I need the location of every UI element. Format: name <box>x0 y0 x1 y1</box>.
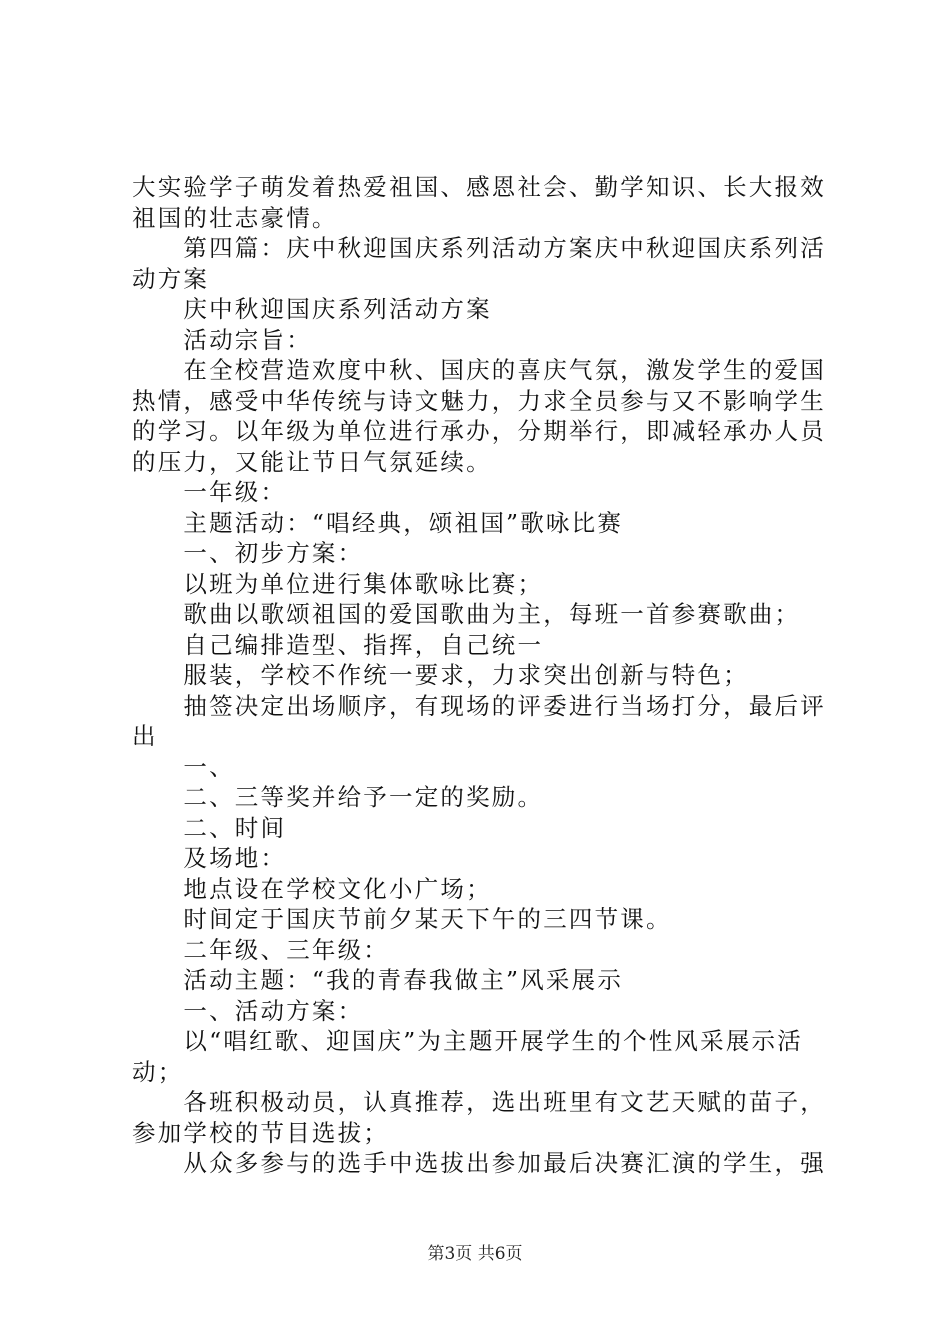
text-line: 抽签决定出场顺序，有现场的评委进行当场打分，最后评 <box>132 691 826 720</box>
text-line: 主题活动：“唱经典，颂祖国”歌咏比赛 <box>132 508 624 537</box>
document-body <box>132 172 832 1179</box>
text-line: 动； <box>132 1057 184 1086</box>
text-line: 歌曲以歌颂祖国的爱国歌曲为主，每班一首参赛歌曲； <box>132 600 801 628</box>
text-line: 以班为单位进行集体歌咏比赛； <box>132 569 544 598</box>
text-line: 各班积极动员，认真推荐，选出班里有文艺天赋的苗子， <box>132 1088 826 1116</box>
text-line: 的压力，又能让节日气氛延续。 <box>132 447 492 476</box>
text-line: 在全校营造欢度中秋、国庆的喜庆气氛，激发学生的爱国 <box>132 356 826 384</box>
text-line: 出 <box>132 722 158 750</box>
text-line: 地点设在学校文化小广场； <box>132 874 492 903</box>
text-line: 一、 <box>132 752 235 781</box>
text-line: 祖国的壮志豪情。 <box>132 203 338 232</box>
text-line: 二年级、三年级： <box>132 935 389 964</box>
text-line: 以“唱红歌、迎国庆”为主题开展学生的个性风采展示活 <box>132 1027 803 1055</box>
text-line: 动方案 <box>132 264 210 293</box>
text-line: 时间定于国庆节前夕某天下午的三四节课。 <box>132 905 672 933</box>
text-line: 服装，学校不作统一要求，力求突出创新与特色； <box>132 661 749 689</box>
text-line: 活动主题：“我的青春我做主”风采展示 <box>132 966 624 994</box>
text-line: 庆中秋迎国庆系列活动方案 <box>132 295 492 323</box>
text-line: 从众多参与的选手中选拔出参加最后决赛汇演的学生，强 <box>132 1149 826 1177</box>
text-line: 及场地： <box>132 844 287 872</box>
text-line: 二、三等奖并给予一定的奖励。 <box>132 783 544 811</box>
text-line: 大实验学子萌发着热爱祖国、感恩社会、勤学知识、长大报效 <box>132 173 826 201</box>
text-line: 一年级： <box>132 478 287 506</box>
text-line: 一、活动方案： <box>132 996 364 1025</box>
text-line: 活动宗旨： <box>132 325 312 354</box>
text-line: 一、初步方案： <box>132 539 364 567</box>
text-line: 参加学校的节目选拔； <box>132 1118 389 1147</box>
text-line: 自己编排造型、指挥，自己统一 <box>132 630 544 659</box>
text-line: 热情，感受中华传统与诗文魅力，力求全员参与又不影响学生 <box>132 386 826 415</box>
text-line: 的学习。以年级为单位进行承办，分期举行，即减轻承办人员 <box>132 417 826 445</box>
page-number-footer: 第3页 共6页 <box>427 1244 523 1264</box>
text-line: 二、时间 <box>132 813 287 842</box>
text-line: 第四篇：庆中秋迎国庆系列活动方案庆中秋迎国庆系列活 <box>132 234 826 262</box>
